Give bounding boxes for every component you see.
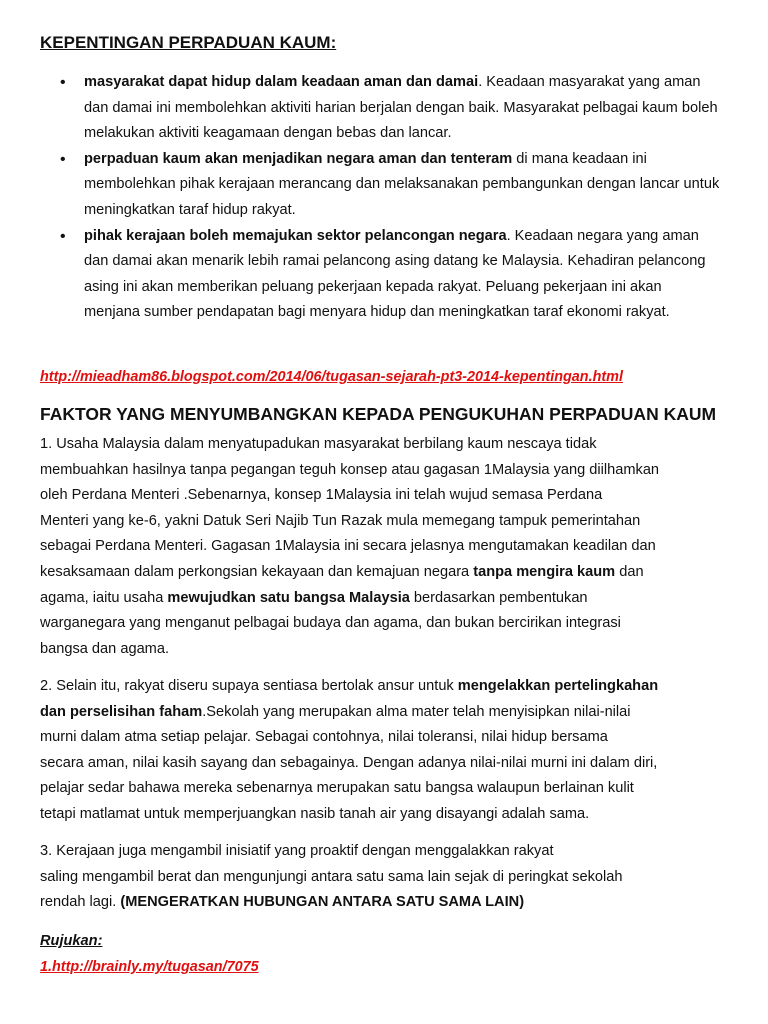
p2-line-2-b: .Sekolah yang merupakan alma mater telah menyisipkan nilai-nilai	[202, 703, 631, 720]
bullet-item-3	[0, 224, 720, 326]
bullet-item-3-text: . Keadaan negara yang aman dan damai akan menarik lebih ramai pelancong asing datang ke Malaysia. Kehadiran pelancong asing ini akan memberikan peluang pekerjaan kepada rakyat. Peluang pekerjaan ini akan menjana sumber pendapatan bagi menyara hidup dan meningkatkan taraf ekonomi rakyat.	[84, 227, 706, 321]
bullet-list-kepentingan	[0, 70, 720, 326]
references-label: Rujukan:	[40, 933, 103, 949]
p3-line-3-bold: (MENGERATKAN HUBUNGAN ANTARA SATU SAMA LAIN)	[120, 894, 525, 911]
p3-line-2: saling mengambil berat dan mengunjungi antara satu sama lain sejak di peringkat sekolah	[40, 868, 623, 885]
p1-line-6-a: kesaksamaan dalam perkongsian kekayaan dan kemajuan negara	[40, 563, 474, 580]
p1-line-6-bold: tanpa mengira kaum	[473, 563, 616, 580]
p1-line-1: 1. Usaha Malaysia dalam menyatupadukan masyarakat berbilang kaum nescaya tidak	[40, 436, 597, 452]
bullet-item-2	[0, 147, 720, 224]
bullet-item-1-text: . Keadaan masyarakat yang aman dan damai ini membolehkan aktiviti harian berjalan dengan baik. Masyarakat pelbagai kaum boleh melakukan aktiviti keagamaan dengan bebas dan lancar.	[84, 74, 718, 142]
p1-line-7-a: agama, iaitu usaha	[40, 589, 168, 606]
paragraph-1	[40, 432, 730, 662]
p1-line-7	[40, 586, 730, 612]
p1-line-8: warganegara yang menganut pelbagai budaya dan agama, dan bukan bercirikan integrasi	[40, 615, 621, 632]
p2-line-2	[40, 700, 730, 726]
p1-line-7-bold: mewujudkan satu bangsa Malaysia	[167, 589, 410, 606]
bullet-item-2-text: di mana keadaan ini membolehkan pihak kerajaan merancang dan melaksanakan pembangunkan dengan lancar untuk meningkatkan taraf hidup rakyat.	[84, 150, 720, 218]
p3-line-3	[40, 890, 730, 916]
p1-line-2: membuahkan hasilnya tanpa pegangan teguh konsep atau gagasan 1Malaysia yang diilhamkan	[40, 461, 660, 478]
heading-faktor-pengukuhan: FAKTOR YANG MENYUMBANGKAN KEPADA PENGUKUHAN PERPADUAN KAUM	[40, 404, 717, 424]
bullet-item-3-bold: pihak kerajaan boleh memajukan sektor pelancongan negara	[84, 227, 507, 244]
p2-line-6: tetapi matlamat untuk memperjuangkan nasib tanah air yang disayangi adalah sama.	[40, 805, 590, 822]
bullet-item-1-bold: masyarakat dapat hidup dalam keadaan aman dan damai	[84, 74, 479, 90]
source-link-blogspot[interactable]: http://mieadham86.blogspot.com/2014/06/tugasan-sejarah-pt3-2014-kepentingan.html	[40, 369, 623, 385]
p1-line-6	[40, 560, 730, 586]
p3-line-1: 3. Kerajaan juga mengambil inisiatif yang proaktif dengan menggalakkan rakyat	[40, 843, 554, 859]
heading-kepentingan-perpaduan-kaum: KEPENTINGAN PERPADUAN KAUM:	[40, 33, 337, 52]
p2-line-4: secara aman, nilai kasih sayang dan sebagainya. Dengan adanya nilai-nilai murni ini dalam diri,	[40, 754, 658, 771]
p2-line-1-bold: mengelakkan pertelingkahan	[457, 678, 659, 694]
p1-line-4: Menteri yang ke-6, yakni Datuk Seri Najib Tun Razak mula memegang tampuk pemerintahan	[40, 512, 641, 529]
p1-line-3: oleh Perdana Menteri .Sebenarnya, konsep 1Malaysia ini telah wujud semasa Perdana	[40, 487, 603, 504]
p1-line-9: bangsa dan agama.	[40, 640, 170, 657]
bullet-item-1	[0, 70, 720, 147]
p2-line-1	[40, 674, 730, 700]
p1-line-5: sebagai Perdana Menteri. Gagasan 1Malaysia ini secara jelasnya mengutamakan keadilan dan	[40, 538, 656, 555]
reference-link-brainly[interactable]: 1.http://brainly.my/tugasan/7075	[40, 959, 259, 975]
p2-line-5: pelajar sedar bahawa mereka sebenarnya merupakan satu bangsa walaupun berlainan kulit	[40, 780, 634, 797]
p2-line-2-bold: dan perselisihan faham	[40, 703, 203, 720]
bullet-item-2-bold: perpaduan kaum akan menjadikan negara aman dan tenteram	[84, 150, 513, 167]
p2-line-1-a: 2. Selain itu, rakyat diseru supaya sentiasa bertolak ansur untuk	[40, 678, 458, 694]
paragraph-3	[40, 839, 730, 916]
paragraph-2	[40, 674, 730, 828]
p2-line-3: murni dalam atma setiap pelajar. Sebagai contohnya, nilai toleransi, nilai hidup bersama	[40, 729, 608, 746]
p1-line-7-c: berdasarkan pembentukan	[409, 589, 588, 606]
p3-line-3-a: rendah lagi.	[40, 894, 121, 911]
p1-line-6-c: dan	[615, 563, 644, 580]
